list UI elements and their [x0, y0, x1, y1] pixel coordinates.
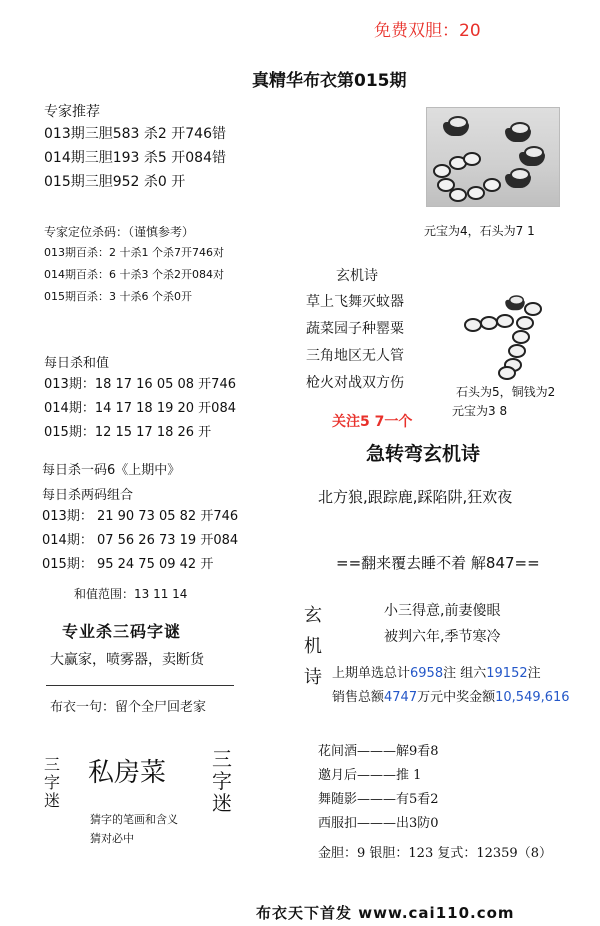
coin-stone-picture — [462, 292, 566, 380]
position-kill-row: 015期百杀：3 十杀6 个杀0开 — [44, 290, 192, 303]
riddle-line: 大赢家，喷雾器，卖断货 — [50, 652, 204, 668]
experts-list — [44, 122, 226, 194]
group6-count: 19152 — [486, 666, 528, 681]
ingot-icon — [519, 152, 545, 166]
ingot-icon — [505, 174, 531, 188]
stone-icon — [463, 152, 481, 166]
xuanji-heading: 玄机诗 — [336, 268, 378, 284]
experts-row: 015期三胆952 杀0 开 — [44, 174, 186, 190]
flowers-summary: 金胆：9 银胆：123 复式：12359（8） — [318, 846, 552, 861]
ingot-icon — [505, 300, 525, 311]
divider — [46, 685, 234, 686]
stone-icon — [496, 314, 514, 328]
position-kill-list — [44, 242, 224, 308]
xuanji-line: 三角地区无人管 — [306, 348, 404, 364]
sum-kill-list — [44, 373, 236, 445]
private-dish-right-side: 三字迷 — [212, 747, 232, 815]
stone-icon — [512, 330, 530, 344]
sum-kill-row: 014期：14 17 18 19 20 开084 — [44, 401, 236, 416]
sum-range: 和值范围：13 11 14 — [74, 587, 188, 601]
stone-icon — [464, 318, 482, 332]
private-dish-title: 私房菜 — [88, 758, 167, 788]
stone-icon — [498, 366, 516, 380]
daily-kill-heading: 每日杀一码6《上期中》 — [42, 463, 181, 478]
stone-icon — [433, 164, 451, 178]
xuan-char: 玄 — [304, 605, 322, 626]
stone-icon — [483, 178, 501, 192]
prize-amount: 10,549,616 — [495, 690, 570, 705]
daily-kill-row: 014期： 07 56 26 73 19 开084 — [42, 533, 239, 548]
xuanji-poem-lines — [306, 289, 404, 397]
sales-label: 万元中奖金额 — [417, 690, 496, 705]
sum-kill-row: 013期：18 17 16 05 08 开746 — [44, 377, 236, 392]
daily-kill-row: 015期： 95 24 75 09 42 开 — [42, 557, 214, 572]
ingot-icon — [505, 128, 531, 142]
buyi-line: 布衣一句：留个全尸回老家 — [50, 700, 207, 715]
stone-icon — [480, 316, 498, 330]
position-kill-heading: 专家定位杀码：（谨慎参考） — [44, 225, 195, 239]
xuanji-line: 蔬菜园子种罂粟 — [306, 321, 404, 337]
sum-kill-row: 015期：12 15 17 18 26 开 — [44, 425, 212, 440]
experts-row: 014期三胆193 杀5 开084错 — [44, 150, 226, 166]
picture2-caption: 石头为5，铜钱为2 — [456, 385, 556, 399]
xuan-char: 诗 — [304, 667, 322, 688]
experts-row: 013期三胆583 杀2 开746错 — [44, 126, 226, 142]
xuan-side-vertical — [304, 600, 322, 693]
picture1-caption: 元宝为4，石头为7 1 — [424, 224, 535, 238]
free-pair-label: 免费双胆：20 — [374, 21, 481, 41]
coin-icon — [524, 302, 542, 316]
single-count: 6958 — [410, 666, 444, 681]
sales-label: 注 组六 — [443, 666, 487, 681]
ingot-stone-picture — [426, 107, 560, 207]
focus-label: 关注5 7一个 — [332, 414, 413, 430]
xuanji-line: 枪火对战双方伤 — [306, 375, 404, 391]
ingot-icon — [443, 122, 469, 136]
sales-line-1 — [332, 662, 541, 681]
position-kill-row: 014期百杀：6 十杀3 个杀2开084对 — [44, 268, 224, 281]
xuanji-line: 草上飞舞灭蚊器 — [306, 294, 404, 310]
daily-kill-list — [42, 505, 238, 577]
experts-heading: 专家推荐 — [44, 104, 100, 120]
stone-icon — [467, 186, 485, 200]
total-sales: 4747 — [384, 690, 418, 705]
position-kill-row: 013期百杀：2 十杀1 个杀7开746对 — [44, 246, 224, 259]
sum-kill-heading: 每日杀和值 — [44, 356, 110, 371]
daily-kill-row: 013期： 21 90 73 05 82 开746 — [42, 509, 239, 524]
flowers-row: 花间酒———解9看8 — [318, 744, 439, 759]
flowers-row: 舞随影———有5看2 — [318, 792, 439, 807]
flowers-list — [318, 740, 439, 836]
stone-icon — [508, 344, 526, 358]
page-title: 真精华布衣第015期 — [252, 71, 407, 91]
private-dish-hint: 猜对必中 — [90, 832, 134, 845]
sales-label: 销售总额 — [332, 690, 385, 705]
xuan-line: 被判六年,季节寒冷 — [384, 629, 501, 645]
sales-label: 上期单选总计 — [332, 666, 411, 681]
xuan-line: 小三得意,前妻傻眼 — [384, 603, 501, 619]
coin-icon — [516, 316, 534, 330]
private-dish-left-side: 三字迷 — [44, 755, 61, 810]
picture2-caption: 元宝为3 8 — [452, 404, 508, 418]
turn-poem-line: 北方狼,跟踪鹿,踩陷阱,狂欢夜 — [318, 488, 513, 506]
flowers-row: 邀月后———推 1 — [318, 768, 422, 783]
flip-line: ==翻来覆去睡不着 解847== — [336, 554, 540, 572]
sales-line-2 — [332, 686, 570, 705]
sales-label: 注 — [527, 666, 541, 681]
footer-site: 布衣天下首发 www.cai110.com — [256, 904, 515, 922]
turn-poem-heading: 急转弯玄机诗 — [366, 443, 481, 465]
xuan-char: 机 — [304, 636, 322, 657]
stone-icon — [449, 188, 467, 202]
flowers-row: 西服扣———出3防0 — [318, 816, 439, 831]
riddle-heading: 专业杀三码字谜 — [62, 622, 182, 641]
private-dish-hint: 猜字的笔画和含义 — [90, 813, 178, 826]
daily-kill-subheading: 每日杀两码组合 — [42, 488, 134, 503]
